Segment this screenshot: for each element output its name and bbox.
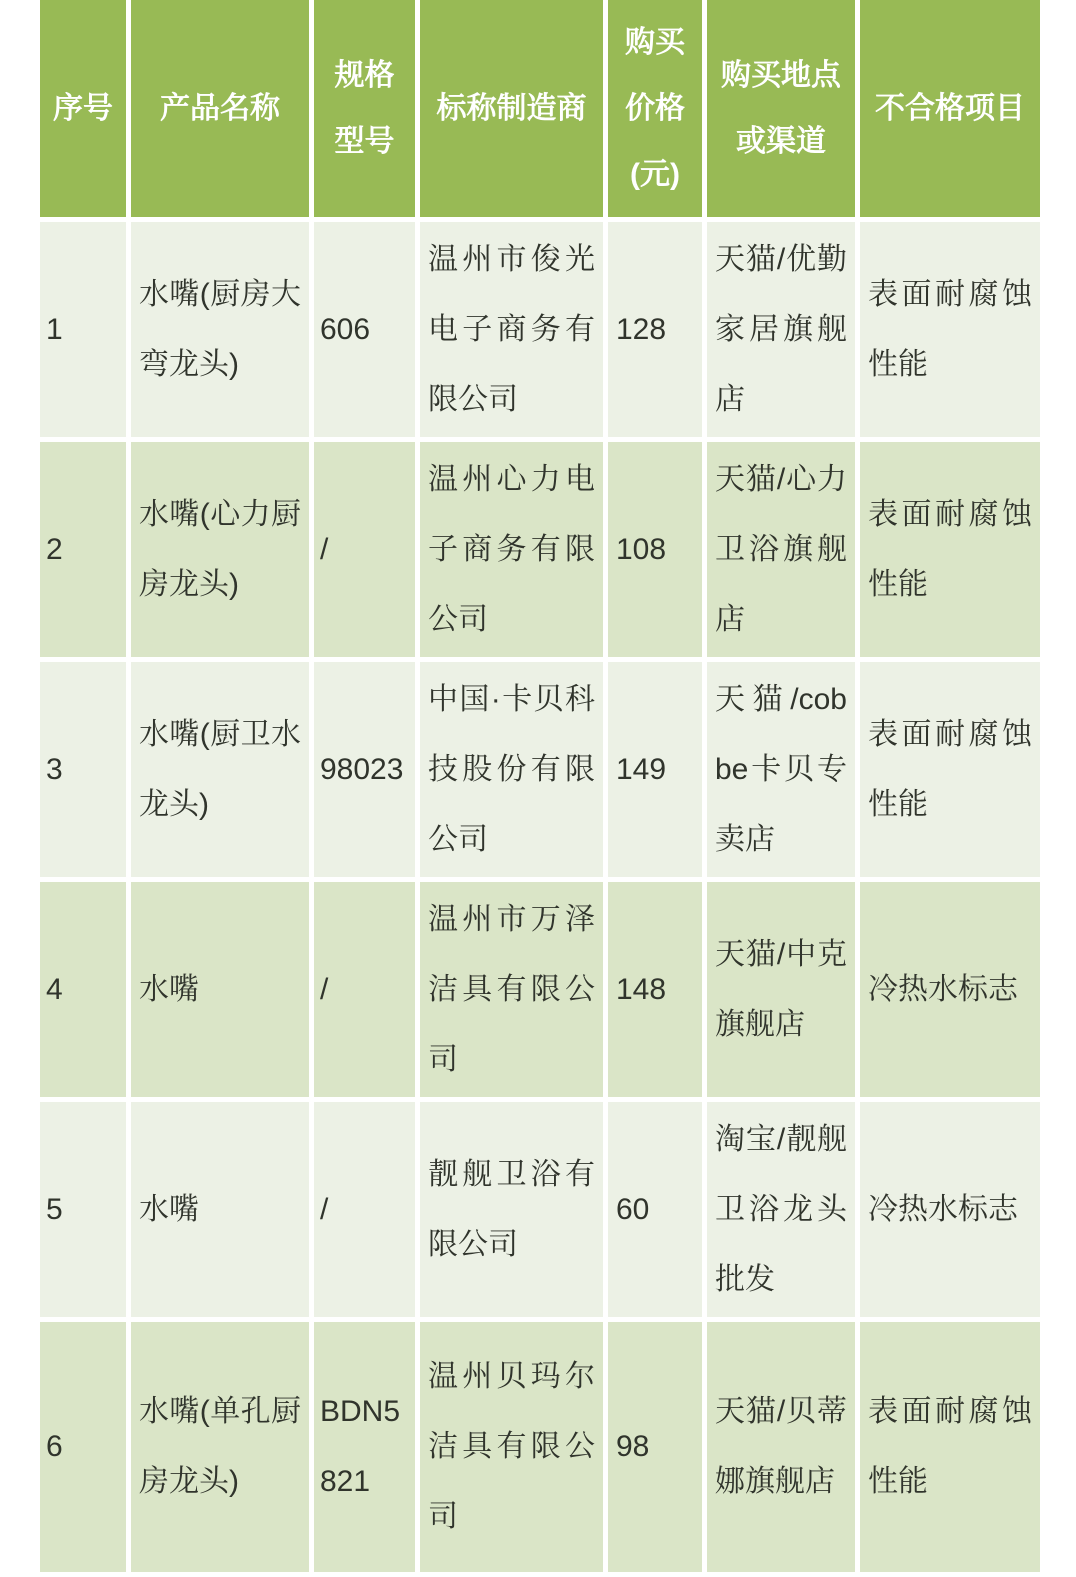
- cell-manufacturer: 温州贝玛尔洁具有限公司: [420, 1322, 603, 1572]
- cell-price: 148: [608, 882, 702, 1097]
- cell-failed-item: 表面耐腐蚀性能: [860, 222, 1040, 437]
- cell-manufacturer: 温州市万泽洁具有限公司: [420, 882, 603, 1097]
- cell-price: 128: [608, 222, 702, 437]
- cell-product-name: 水嘴(厨房大弯龙头): [131, 222, 309, 437]
- table-row: [40, 222, 1040, 437]
- table-body: [40, 222, 1040, 1572]
- table-row: [40, 1102, 1040, 1317]
- cell-failed-item: 表面耐腐蚀性能: [860, 442, 1040, 657]
- cell-product-name: 水嘴: [131, 882, 309, 1097]
- column-header-price: 购买价格(元): [608, 0, 702, 217]
- cell-price: 60: [608, 1102, 702, 1317]
- column-header-channel: 购买地点或渠道: [707, 0, 855, 217]
- cell-failed-item: 表面耐腐蚀性能: [860, 662, 1040, 877]
- cell-model: 98023: [314, 662, 415, 877]
- cell-model: /: [314, 882, 415, 1097]
- column-header-manufacturer: 标称制造商: [420, 0, 603, 217]
- cell-channel: 天猫/贝蒂娜旗舰店: [707, 1322, 855, 1572]
- cell-channel: 天猫/中克旗舰店: [707, 882, 855, 1097]
- cell-failed-item: 表面耐腐蚀性能: [860, 1322, 1040, 1572]
- cell-model: BDN5821: [314, 1322, 415, 1572]
- cell-no: 4: [40, 882, 126, 1097]
- column-header-model: 规格型号: [314, 0, 415, 217]
- cell-model: 606: [314, 222, 415, 437]
- table-row: [40, 662, 1040, 877]
- cell-model: /: [314, 1102, 415, 1317]
- cell-manufacturer: 中国·卡贝科技股份有限公司: [420, 662, 603, 877]
- cell-channel: 天猫/心力卫浴旗舰店: [707, 442, 855, 657]
- cell-no: 3: [40, 662, 126, 877]
- column-header-product-name: 产品名称: [131, 0, 309, 217]
- cell-channel: 天猫/优勤家居旗舰店: [707, 222, 855, 437]
- cell-product-name: 水嘴(单孔厨房龙头): [131, 1322, 309, 1572]
- cell-model: /: [314, 442, 415, 657]
- cell-product-name: 水嘴(心力厨房龙头): [131, 442, 309, 657]
- cell-channel: 淘宝/靓舰卫浴龙头批发: [707, 1102, 855, 1317]
- cell-no: 2: [40, 442, 126, 657]
- cell-product-name: 水嘴(厨卫水龙头): [131, 662, 309, 877]
- cell-manufacturer: 温州心力电子商务有限公司: [420, 442, 603, 657]
- table-header: [40, 0, 1040, 217]
- product-inspection-table: [35, 0, 1045, 1577]
- table-row: [40, 1322, 1040, 1572]
- cell-no: 1: [40, 222, 126, 437]
- header-row: [40, 0, 1040, 217]
- column-header-no: 序号: [40, 0, 126, 217]
- cell-price: 108: [608, 442, 702, 657]
- cell-failed-item: 冷热水标志: [860, 882, 1040, 1097]
- cell-failed-item: 冷热水标志: [860, 1102, 1040, 1317]
- table-row: [40, 882, 1040, 1097]
- cell-no: 5: [40, 1102, 126, 1317]
- column-header-failed-item: 不合格项目: [860, 0, 1040, 217]
- table-row: [40, 442, 1040, 657]
- cell-no: 6: [40, 1322, 126, 1572]
- cell-manufacturer: 靓舰卫浴有限公司: [420, 1102, 603, 1317]
- cell-manufacturer: 温州市俊光电子商务有限公司: [420, 222, 603, 437]
- cell-price: 149: [608, 662, 702, 877]
- cell-product-name: 水嘴: [131, 1102, 309, 1317]
- cell-channel: 天猫/cobbe卡贝专卖店: [707, 662, 855, 877]
- cell-price: 98: [608, 1322, 702, 1572]
